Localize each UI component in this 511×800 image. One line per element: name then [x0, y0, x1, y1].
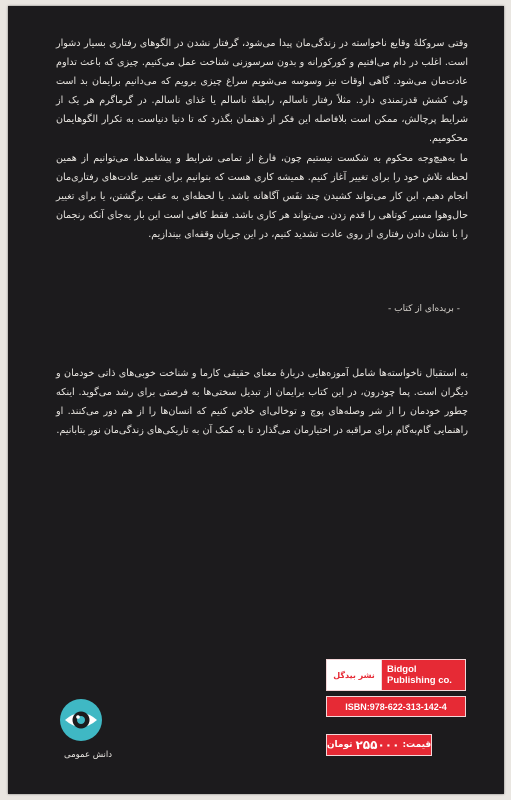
- paragraph-body: ما به‌هیچ‌وجه محکوم به شکست نیستیم چون، فارغ از تمامی شرایط و پیشامدها، می‌توانیم از همین لحظه تلاش خود را برای تغییر آغاز کنیم. همیشه کاری هست که بتوانیم برای تغییر عادت‌های رفتاری‌مان انجام دهیم. این کار می‌تواند کشیدن چند نفَس آگاهانه باشد. یا لحظه‌ای به عقب برگشتن، یا برای تغییر حال‌وهوا مسیر کوتاهی را قدم زدن. می‌تواند هر کاری باشد. فقط کافی است این بار به‌جای آنکه رنجمان را با نشان دادن رفتاری از روی عادت تشدید کنیم، در این جریان وقفه‌ای بیندازیم.: [56, 153, 468, 240]
- isbn-label: ISBN:978-622-313-142-4: [326, 696, 466, 717]
- category-label: دانش عمومی: [64, 750, 113, 760]
- publisher-name: Bidgol Publishing co.: [387, 664, 452, 686]
- paragraph-intro: وقتی سروکلهٔ وقایع ناخواسته در زندگی‌مان پیدا می‌شود، گرفتار نشدن در الگوهای رفتاری بسیار دشوار است. اغلب در دام می‌افتیم و کورکورانه و بدون سرسوزنی شناخت عمل می‌کنیم. چیزی که باعث تداوم عادت‌مان می‌شود. گاهی اوقات نیز وسوسه می‌شویم سراغ چیزی برویم که می‌دانیم برایمان بد است ولی کشش قدرتمندی دارد. مثلاً رفتار ناسالم، رابطهٔ ناسالم یا غذای ناسالم. در گرماگرم هر یک از شرایط پرچالش، ممکن است بلافاصله این فکر از ذهنمان بگذرد که تا دنیا دنیاست به تکرار الگوهایمان محکومیم.: [56, 38, 468, 144]
- publisher-box: [326, 659, 466, 691]
- price-value: ۲۵۵۰۰۰: [355, 738, 400, 752]
- paragraph-summary: به استقبال ناخواسته‌ها شامل آموزه‌هایی دربارهٔ معنای حقیقی کارما و شناخت خوبی‌های ذاتی خودمان و دیگران است. پما چودرون، در این کتاب برایمان از تبدیل سختی‌ها به فرصتی برای رشد می‌گوید. اینکه چطور خودمان را از شر وصله‌های پوچ و توخالی‌ای خلاص کنیم که انسان‌ها را از هم دور می‌کنند. او راهنمایی گام‌به‌گام برای مراقبه در اختیارمان می‌گذارد تا به کمک آن به تاریکی‌های زندگی‌مان نور بتابانیم.: [56, 368, 468, 436]
- back-cover: [8, 6, 504, 794]
- excerpt-caption: - بریده‌ای از کتاب -: [388, 304, 460, 314]
- price-label: قیمت:: [402, 740, 432, 750]
- publisher-logo: نشر بیدگل: [327, 660, 382, 690]
- eye-icon: [59, 698, 103, 742]
- price-unit: تومان: [326, 740, 353, 750]
- price-box: [326, 734, 432, 756]
